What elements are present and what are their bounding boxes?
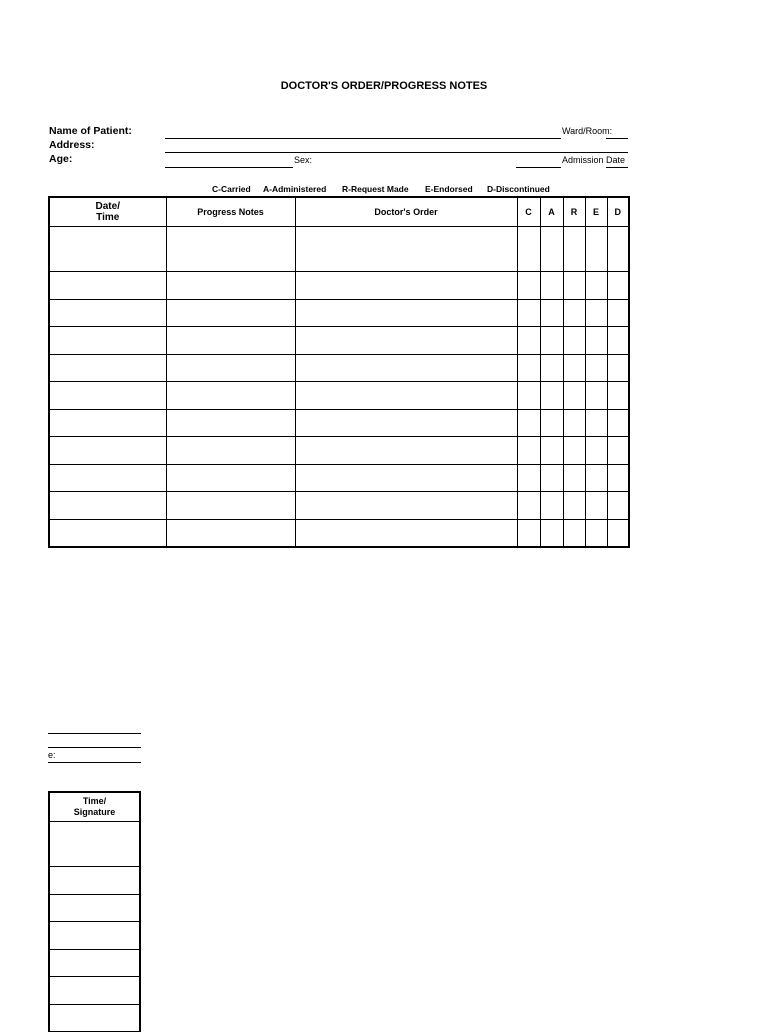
c-cell[interactable] [517, 519, 540, 547]
table-row [49, 272, 629, 300]
orders-table [48, 196, 630, 548]
c-cell[interactable] [517, 354, 540, 382]
legend-request: R-Request Made [342, 184, 409, 194]
e-cell[interactable] [585, 437, 607, 465]
date-time-header: Date/ Time [49, 197, 166, 227]
signature-table [48, 791, 141, 1032]
date-time-cell[interactable] [49, 464, 166, 492]
c-cell[interactable] [517, 327, 540, 355]
a-cell[interactable] [540, 227, 563, 272]
a-cell[interactable] [540, 354, 563, 382]
a-cell[interactable] [540, 492, 563, 520]
time-signature-cell[interactable] [49, 949, 140, 977]
a-cell[interactable] [540, 327, 563, 355]
r-cell[interactable] [563, 227, 585, 272]
table-row [49, 492, 629, 520]
doctors-order-cell[interactable] [295, 519, 517, 547]
r-cell[interactable] [563, 409, 585, 437]
doctors-order-cell[interactable] [295, 382, 517, 410]
date-time-cell[interactable] [49, 409, 166, 437]
time-signature-cell[interactable] [49, 894, 140, 922]
c-cell[interactable] [517, 272, 540, 300]
progress-notes-cell[interactable] [166, 519, 295, 547]
d-cell[interactable] [607, 327, 629, 355]
e-cell[interactable] [585, 519, 607, 547]
a-cell[interactable] [540, 382, 563, 410]
time-signature-cell[interactable] [49, 822, 140, 867]
doctors-order-cell[interactable] [295, 409, 517, 437]
progress-notes-cell[interactable] [166, 227, 295, 272]
table-row [49, 382, 629, 410]
table-row [49, 519, 629, 547]
c-cell[interactable] [517, 227, 540, 272]
c-cell[interactable] [517, 409, 540, 437]
progress-notes-cell[interactable] [166, 354, 295, 382]
doctors-order-cell[interactable] [295, 272, 517, 300]
table-row [49, 299, 629, 327]
c-cell[interactable] [517, 464, 540, 492]
d-cell[interactable] [607, 227, 629, 272]
table-row [49, 977, 140, 1005]
sex-label: Sex: [294, 155, 313, 165]
doctors-order-cell[interactable] [295, 227, 517, 272]
a-cell[interactable] [540, 299, 563, 327]
table-row [49, 354, 629, 382]
date-time-cell[interactable] [49, 227, 166, 272]
a-cell[interactable] [540, 437, 563, 465]
time-signature-cell[interactable] [49, 922, 140, 950]
doctors-order-header: Doctor's Order [295, 197, 517, 227]
legend-administered: A-Administered [263, 184, 327, 194]
progress-notes-cell[interactable] [166, 272, 295, 300]
r-cell[interactable] [563, 272, 585, 300]
a-cell[interactable] [540, 464, 563, 492]
date-time-cell[interactable] [49, 382, 166, 410]
name-field[interactable] [165, 138, 561, 139]
d-cell[interactable] [607, 299, 629, 327]
time-signature-header: Time/ Signature [49, 792, 140, 822]
d-cell[interactable] [607, 382, 629, 410]
name-label: Name of Patient: [49, 125, 132, 137]
doctors-order-cell[interactable] [295, 327, 517, 355]
table-row [49, 922, 140, 950]
table-row [49, 437, 629, 465]
table-row [49, 409, 629, 437]
doctors-order-cell[interactable] [295, 492, 517, 520]
r-cell[interactable] [563, 299, 585, 327]
progress-notes-cell[interactable] [166, 492, 295, 520]
c-header: C [517, 197, 540, 227]
c-cell[interactable] [517, 382, 540, 410]
a-header: A [540, 197, 563, 227]
fragment-line-2 [48, 747, 141, 748]
table-row [49, 327, 629, 355]
r-cell[interactable] [563, 354, 585, 382]
table-row [49, 1004, 140, 1032]
e-cell[interactable] [585, 299, 607, 327]
ward-field[interactable] [606, 138, 628, 139]
legend-discontinued: D-Discontinued [487, 184, 550, 194]
c-cell[interactable] [517, 437, 540, 465]
admission-label: Admission Date [562, 155, 626, 165]
a-cell[interactable] [540, 409, 563, 437]
progress-notes-cell[interactable] [166, 464, 295, 492]
time-signature-cell[interactable] [49, 977, 140, 1005]
c-cell[interactable] [517, 492, 540, 520]
d-cell[interactable] [607, 492, 629, 520]
date-time-cell[interactable] [49, 492, 166, 520]
c-cell[interactable] [517, 299, 540, 327]
address-label: Address: [49, 139, 95, 151]
e-cell[interactable] [585, 382, 607, 410]
e-cell[interactable] [585, 227, 607, 272]
date-time-cell[interactable] [49, 354, 166, 382]
r-cell[interactable] [563, 327, 585, 355]
r-cell[interactable] [563, 492, 585, 520]
e-cell[interactable] [585, 272, 607, 300]
d-cell[interactable] [607, 437, 629, 465]
d-cell[interactable] [607, 354, 629, 382]
d-cell[interactable] [607, 519, 629, 547]
table-row [49, 464, 629, 492]
e-header: E [585, 197, 607, 227]
table-row [49, 867, 140, 895]
date-time-cell[interactable] [49, 272, 166, 300]
doctors-order-cell[interactable] [295, 354, 517, 382]
admission-field[interactable] [606, 167, 628, 168]
table-row [49, 949, 140, 977]
table-row [49, 822, 140, 867]
progress-notes-cell[interactable] [166, 299, 295, 327]
doctors-order-cell[interactable] [295, 299, 517, 327]
d-cell[interactable] [607, 272, 629, 300]
table-row [49, 227, 629, 272]
ward-label: Ward/Room: [562, 126, 613, 136]
time-signature-cell[interactable] [49, 867, 140, 895]
date-time-cell[interactable] [49, 437, 166, 465]
age-label: Age: [49, 153, 73, 165]
sex-field[interactable] [516, 167, 561, 168]
time-signature-cell[interactable] [49, 1004, 140, 1032]
doctors-order-cell[interactable] [295, 464, 517, 492]
fragment-label: e: [48, 750, 56, 760]
e-cell[interactable] [585, 327, 607, 355]
fragment-line-1 [48, 733, 141, 734]
progress-notes-cell[interactable] [166, 409, 295, 437]
progress-notes-cell[interactable] [166, 327, 295, 355]
r-cell[interactable] [563, 519, 585, 547]
table-row [49, 894, 140, 922]
progress-notes-cell[interactable] [166, 382, 295, 410]
doctors-order-cell[interactable] [295, 437, 517, 465]
progress-notes-header: Progress Notes [166, 197, 295, 227]
r-cell[interactable] [563, 437, 585, 465]
legend-carried: C-Carried [212, 184, 251, 194]
d-cell[interactable] [607, 409, 629, 437]
progress-notes-cell[interactable] [166, 437, 295, 465]
legend-endorsed: E-Endorsed [425, 184, 473, 194]
fragment-line-3 [48, 762, 141, 763]
address-field[interactable] [165, 152, 628, 153]
date-time-cell[interactable] [49, 519, 166, 547]
page-title: DOCTOR'S ORDER/PROGRESS NOTES [280, 80, 488, 92]
e-cell[interactable] [585, 464, 607, 492]
e-cell[interactable] [585, 354, 607, 382]
d-cell[interactable] [607, 464, 629, 492]
e-cell[interactable] [585, 409, 607, 437]
r-cell[interactable] [563, 464, 585, 492]
a-cell[interactable] [540, 519, 563, 547]
r-header: R [563, 197, 585, 227]
age-field[interactable] [165, 167, 293, 168]
d-header: D [607, 197, 629, 227]
r-cell[interactable] [563, 382, 585, 410]
e-cell[interactable] [585, 492, 607, 520]
date-time-cell[interactable] [49, 327, 166, 355]
a-cell[interactable] [540, 272, 563, 300]
date-time-cell[interactable] [49, 299, 166, 327]
